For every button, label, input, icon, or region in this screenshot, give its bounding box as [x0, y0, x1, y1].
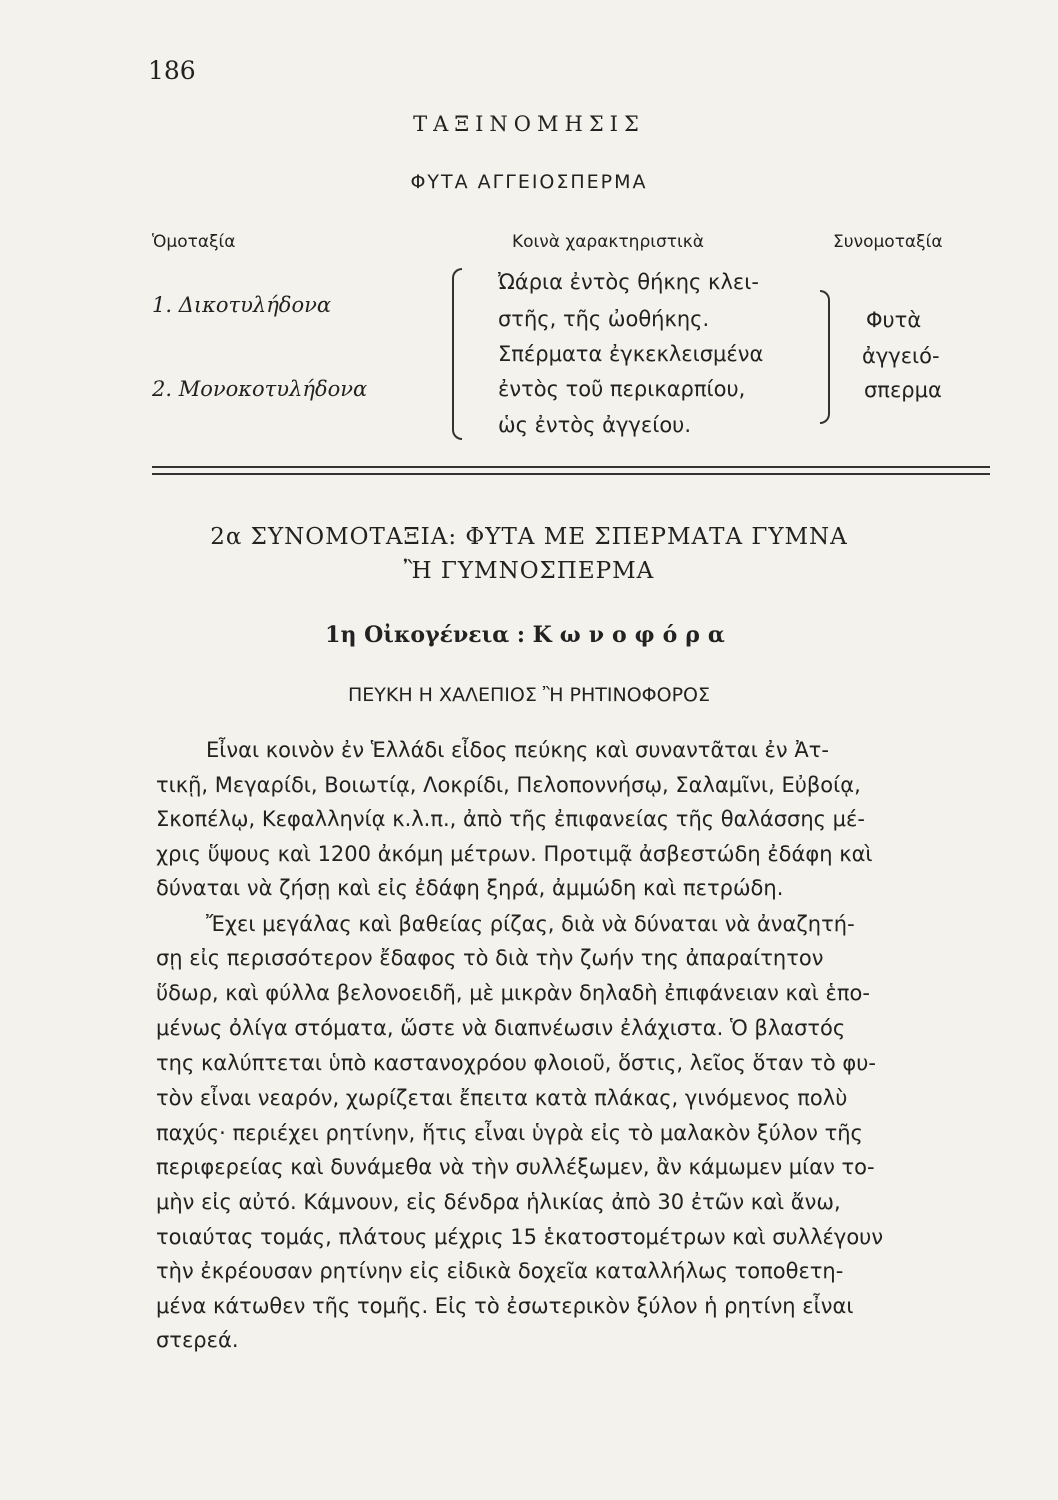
page-heading: ΤΑΞΙΝΟΜΗΣΙΣ: [413, 112, 645, 136]
order-dicotyledons: 1. Δικοτυλήδονα: [152, 293, 332, 317]
section-title-line2: Ἢ ΓΥΜΝΟΣΠΕΡΜΑ: [403, 558, 655, 584]
body-line: Εἶναι κοινὸν ἐν Ἑλλάδι εἶδος πεύκης καὶ συναντᾶται ἐν Ἀτ-: [206, 738, 829, 762]
body-line: ὕδωρ, καὶ φύλλα βελονοειδῆ, μὲ μικρὰν δηλαδὴ ἐπιφάνειαν καὶ ἑπο-: [156, 981, 870, 1005]
class-line: σπερμα: [864, 378, 942, 402]
body-line: στερεά.: [156, 1328, 239, 1352]
body-line: τὸν εἶναι νεαρόν, χωρίζεται ἔπειτα κατὰ πλάκας, γινόμενος πολὺ: [156, 1086, 848, 1110]
body-line: δύναται νὰ ζήσῃ καὶ εἰς ἐδάφη ξηρά, ἀμμώδη καὶ πετρώδη.: [156, 876, 784, 900]
class-line: ἀγγειό-: [862, 344, 940, 368]
body-line: τοιαύτας τομάς, πλάτους μέχρις 15 ἑκατοστομέτρων καὶ συλλέγουν: [156, 1225, 884, 1249]
body-line: μὴν εἰς αὐτό. Κάμνουν, εἰς δένδρα ἡλικίας ἀπὸ 30 ἐτῶν καὶ ἄνω,: [156, 1190, 841, 1214]
page-number: 186: [148, 56, 196, 85]
body-line: της καλύπτεται ὑπὸ καστανοχρόου φλοιοῦ, ὅστις, λεῖος ὅταν τὸ φυ-: [156, 1051, 876, 1075]
common-line: ὡς ἐντὸς ἀγγείου.: [498, 413, 691, 437]
common-line: Σπέρματα ἐγκεκλεισμένα: [498, 342, 764, 366]
body-line: μένως ὀλίγα στόματα, ὥστε νὰ διαπνέωσιν ἐλάχιστα. Ὁ βλαστός: [156, 1016, 846, 1040]
common-line: Ὠάρια ἐντὸς θήκης κλει-: [498, 270, 759, 294]
family-heading: [0, 622, 1058, 648]
left-bracket: [452, 268, 462, 440]
body-line: χρις ὕψους καὶ 1200 ἀκόμη μέτρων. Προτιμᾷ ἀσβεστώδη ἐδάφη καὶ: [156, 842, 873, 866]
family-name: Κωνοφόρα: [532, 622, 733, 648]
column-header-class: Συνομοταξία: [833, 232, 943, 252]
divider-rule: [152, 466, 990, 468]
right-bracket: [820, 290, 830, 424]
section-title-line1: 2α ΣΥΝΟΜΟΤΑΞΙΑ: ΦΥΤΑ ΜΕ ΣΠΕΡΜΑΤΑ ΓΥΜΝΑ: [210, 524, 848, 550]
body-line: τικῇ, Μεγαρίδι, Βοιωτίᾳ, Λοκρίδι, Πελοποννήσῳ, Σαλαμῖνι, Εὐβοίᾳ,: [156, 773, 861, 797]
divider-rule: [152, 473, 990, 475]
common-line: ἐντὸς τοῦ περικαρπίου,: [498, 377, 746, 401]
page-subheading: ΦΥΤΑ ΑΓΓΕΙΟΣΠΕΡΜΑ: [410, 171, 648, 193]
body-line: Ἔχει μεγάλας καὶ βαθείας ρίζας, διὰ νὰ δύναται νὰ ἀναζητή-: [206, 912, 855, 936]
body-line: παχύς· περιέχει ρητίνην, ἥτις εἶναι ὑγρὰ εἰς τὸ μαλακὸν ξύλον τῆς: [156, 1121, 863, 1145]
body-line: περιφερείας καὶ δυνάμεθα νὰ τὴν συλλέξωμεν, ἂν κάμωμεν μίαν το-: [156, 1155, 875, 1179]
order-monocotyledons: 2. Μονοκοτυλήδονα: [152, 377, 368, 401]
body-line: σῃ εἰς περισσότερον ἔδαφος τὸ διὰ τὴν ζωήν της ἀπαραίτητον: [156, 946, 824, 970]
body-line: μένα κάτωθεν τῆς τομῆς. Εἰς τὸ ἐσωτερικὸν ξύλον ἡ ρητίνη εἶναι: [156, 1294, 854, 1318]
family-prefix: 1η Οἰκογένεια :: [325, 622, 533, 648]
column-header-order: Ὁμοταξία: [152, 232, 236, 252]
column-header-common: Κοινὰ χαρακτηριστικὰ: [512, 232, 704, 252]
body-line: Σκοπέλῳ, Κεφαλληνίᾳ κ.λ.π., ἀπὸ τῆς ἐπιφανείας τῆς θαλάσσης μέ-: [156, 807, 865, 831]
common-line: στῆς, τῆς ὠοθήκης.: [498, 307, 710, 331]
species-heading: ΠΕΥΚΗ Η ΧΑΛΕΠΙΟΣ Ἢ ΡΗΤΙΝΟΦΟΡΟΣ: [347, 684, 711, 706]
class-line: Φυτὰ: [866, 308, 922, 332]
body-line: τὴν ἐκρέουσαν ρητίνην εἰς εἰδικὰ δοχεῖα καταλλήλως τοποθετη-: [156, 1259, 844, 1283]
